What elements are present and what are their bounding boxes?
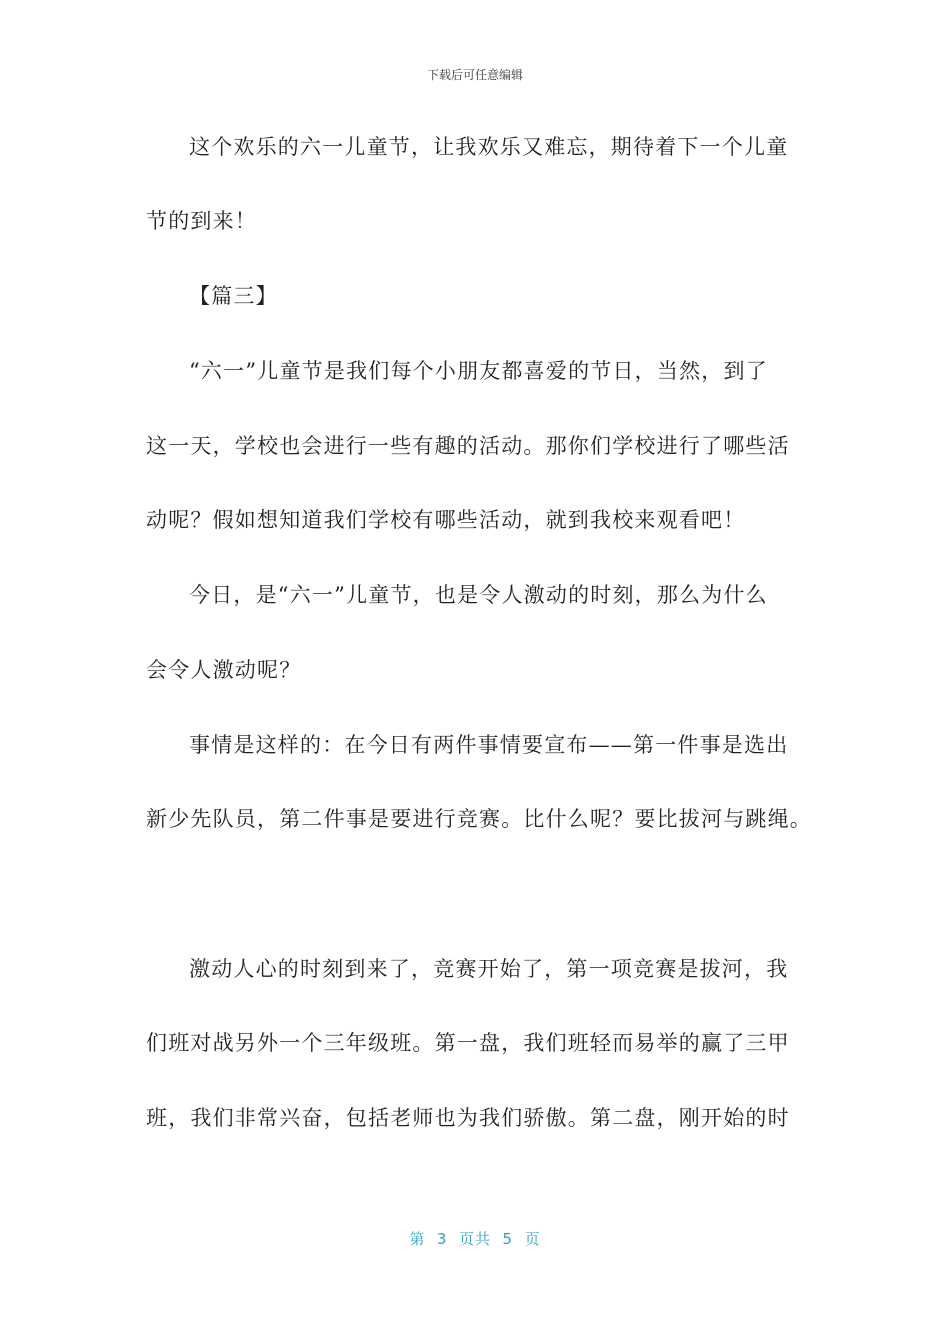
section-heading: 【篇三】: [189, 284, 278, 308]
paragraph-line: 今日，是“六一”儿童节，也是令人激动的时刻，那么为什么: [189, 583, 768, 607]
page-number-footer: 第 3 页共 5 页: [409, 1230, 541, 1248]
paragraph-line: 会令人激动呢？: [146, 658, 302, 682]
page-header-note: 下载后可任意编辑: [426, 68, 523, 82]
paragraph-line: 们班对战另外一个三年级班。第一盘，我们班轻而易举的赢了三甲: [146, 1031, 790, 1055]
paragraph-line: “六一”儿童节是我们每个小朋友都喜爱的节日，当然，到了: [189, 359, 768, 383]
paragraph-line: 激动人心的时刻到来了，竞赛开始了，第一项竞赛是拔河，我: [189, 957, 789, 981]
paragraph-line: 这个欢乐的六一儿童节，让我欢乐又难忘，期待着下一个儿童: [189, 135, 789, 159]
paragraph-line: 节的到来！: [146, 209, 257, 233]
paragraph-line: 动呢？假如想知道我们学校有哪些活动，就到我校来观看吧！: [146, 508, 746, 532]
paragraph-line: 事情是这样的：在今日有两件事情要宣布——第一件事是选出: [189, 733, 789, 757]
paragraph-line: 这一天，学校也会进行一些有趣的活动。那你们学校进行了哪些活: [146, 434, 790, 458]
paragraph-line: 班，我们非常兴奋，包括老师也为我们骄傲。第二盘，刚开始的时: [146, 1106, 790, 1130]
paragraph-line: 新少先队员，第二件事是要进行竞赛。比什么呢？要比拔河与跳绳。: [146, 807, 812, 831]
